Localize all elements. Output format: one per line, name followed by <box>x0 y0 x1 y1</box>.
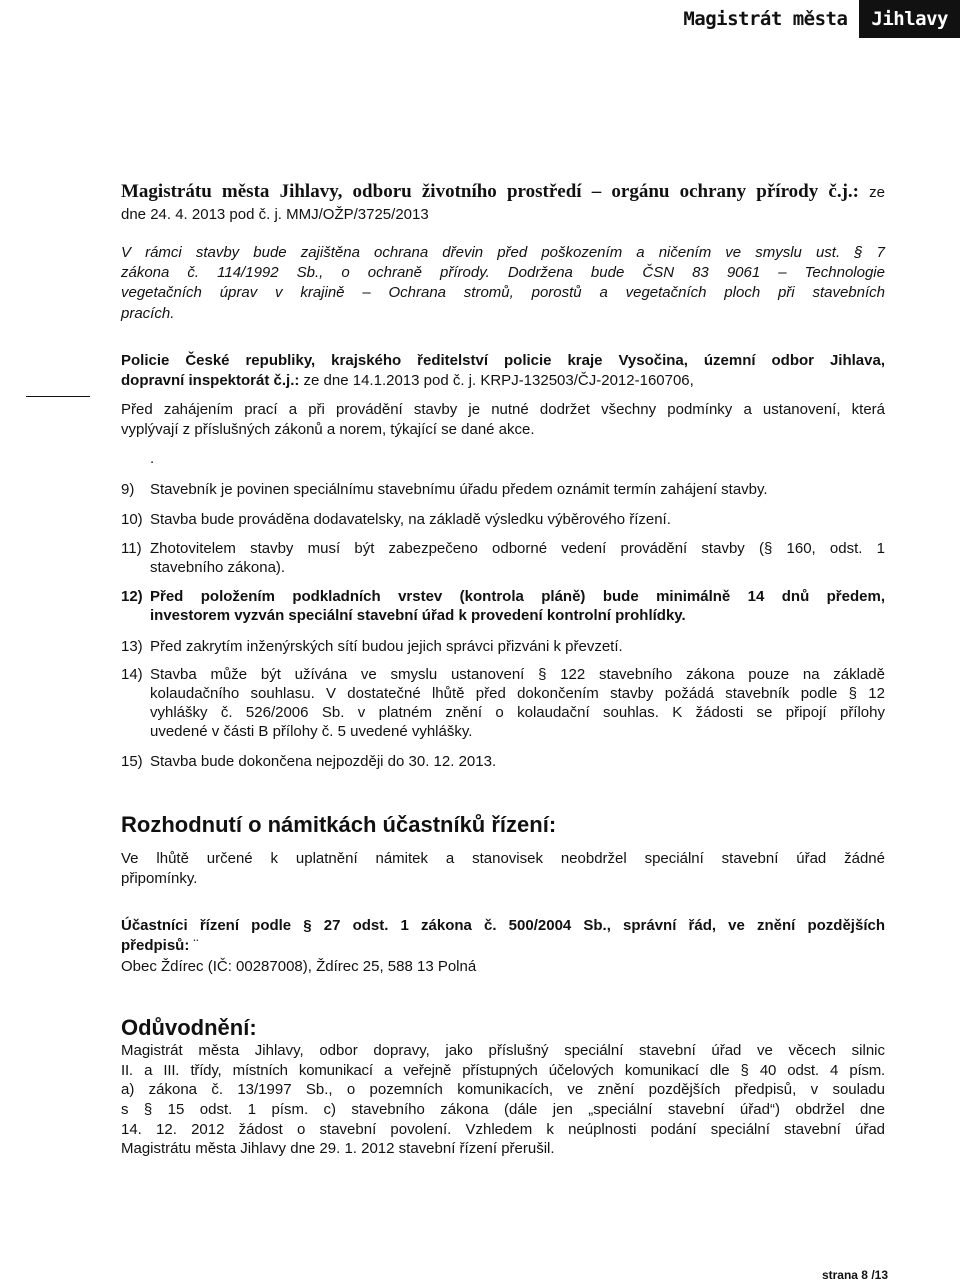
condition-item: 15) Stavba bude dokončena nejpozději do 30. 12. 2013. <box>121 753 497 770</box>
condition-item: 14) Stavba může být užívána ve smyslu ustanovení § 122 stavebního zákona pouze na základě kolaudačního souhlasu. V dostatečné lhůtě před dokončením stavby požádá stavebník podle § 12 vyhlášky č. 526/2006 Sb. v platném znění o kolaudační souhlas. K žádosti se připojí přílohy uvedené v části B přílohy č. 5 uvedené vyhlášky. <box>121 666 885 740</box>
stray-dot: . <box>150 450 155 467</box>
margin-rule <box>26 396 90 397</box>
reasoning-line: II. a III. třídy, místních komunikací a veřejně přístupných účelových komunikací dle § 40 odst. 4 písm. <box>121 1062 885 1079</box>
reasoning-line: a) zákona č. 13/1997 Sb., o pozemních komunikacích, ve znění pozdějších předpisů, v souladu <box>121 1081 885 1098</box>
reasoning-line: s § 15 odst. 1 písm. c) stavebního zákona (dále jen „speciální stavební úřad“) obdržel dne <box>121 1101 885 1118</box>
reasoning-line: Magistrát města Jihlavy, odbor dopravy, jako příslušný speciální stavební úřad ve věcech silnic <box>121 1042 885 1059</box>
police-note-text: vyplývají z příslušných zákonů a norem, týkající se dané akce. <box>121 421 535 438</box>
objections-heading: Rozhodnutí o námitkách účastníků řízení: <box>121 812 557 837</box>
participant-entry: Obec Ždírec (IČ: 00287008), Ždírec 25, 588 13 Polná <box>121 958 477 975</box>
condition-item: 10) Stavba bude prováděna dodavatelsky, na základě výsledku výběrového řízení. <box>121 511 671 528</box>
police-note-text: Před zahájením prací a při provádění stavby je nutné dodržet všechny podmínky a ustanovení, která <box>121 401 885 418</box>
police-note-ref: dopravní inspektorát č.j.: ze dne 14.1.2013 pod č. j. KRPJ-132503/ČJ-2012-160706, <box>121 372 694 389</box>
page-number: strana 8 /13 <box>821 1268 888 1282</box>
objections-text: připomínky. <box>121 870 198 887</box>
magistrat-note-line: V rámci stavby bude zajištěna ochrana dřevin před poškozením a ničením ve smyslu ust. § 7 <box>121 244 885 261</box>
participants-heading-cont: předpisů: ¨ <box>121 937 199 954</box>
condition-item: 11) Zhotovitelem stavby musí být zabezpečeno odborné vedení provádění stavby (§ 160, odst. 1 stavebního zákona). <box>121 540 885 576</box>
magistrat-note-line: zákona č. 114/1992 Sb., o ochraně přírody. Dodržena bude ČSN 83 9061 – Technologie <box>121 264 885 281</box>
magistrat-note-ref: dne 24. 4. 2013 pod č. j. MMJ/OŽP/3725/2013 <box>121 206 429 223</box>
reasoning-line: Magistrátu města Jihlavy dne 29. 1. 2012 stavební řízení přerušil. <box>121 1140 555 1157</box>
reasoning-line: 14. 12. 2012 žádost o stavební povolení. Vzhledem k neúplnosti podání speciální stavební úřad <box>121 1121 885 1138</box>
condition-item: 9) Stavebník je povinen speciálnímu stavebnímu úřadu předem oznámit termín zahájení stavby. <box>121 481 768 498</box>
magistrat-note-line: pracích. <box>121 305 175 322</box>
logo-text-right: Jihlavy <box>859 0 960 38</box>
police-note-heading: Policie České republiky, krajského ředitelství policie kraje Vysočina, územní odbor Jihlava, <box>121 352 885 369</box>
magistrat-note-heading: Magistrátu města Jihlavy, odboru životního prostředí – orgánu ochrany přírody č.j.: ze <box>121 181 885 202</box>
magistrat-note-line: vegetačních úprav v krajině – Ochrana stromů, porostů a vegetačních ploch při stavebních <box>121 284 885 301</box>
objections-text: Ve lhůtě určené k uplatnění námitek a stanovisek neobdržel speciální stavební úřad žádné <box>121 850 885 867</box>
participants-heading: Účastníci řízení podle § 27 odst. 1 zákona č. 500/2004 Sb., správní řád, ve znění pozdějších <box>121 917 885 934</box>
condition-item: 12) Před položením podkladních vrstev (kontrola pláně) bude minimálně 14 dnů předem, investorem vyzván speciální stavební úřad k provedení kontrolní prohlídky. <box>121 588 885 624</box>
city-logo <box>683 0 960 38</box>
reasoning-heading: Odůvodnění: <box>121 1015 257 1040</box>
logo-text-left: Magistrát města <box>683 8 848 30</box>
condition-item: 13) Před zakrytím inženýrských sítí budou jejich správci přizváni k převzetí. <box>121 638 623 655</box>
